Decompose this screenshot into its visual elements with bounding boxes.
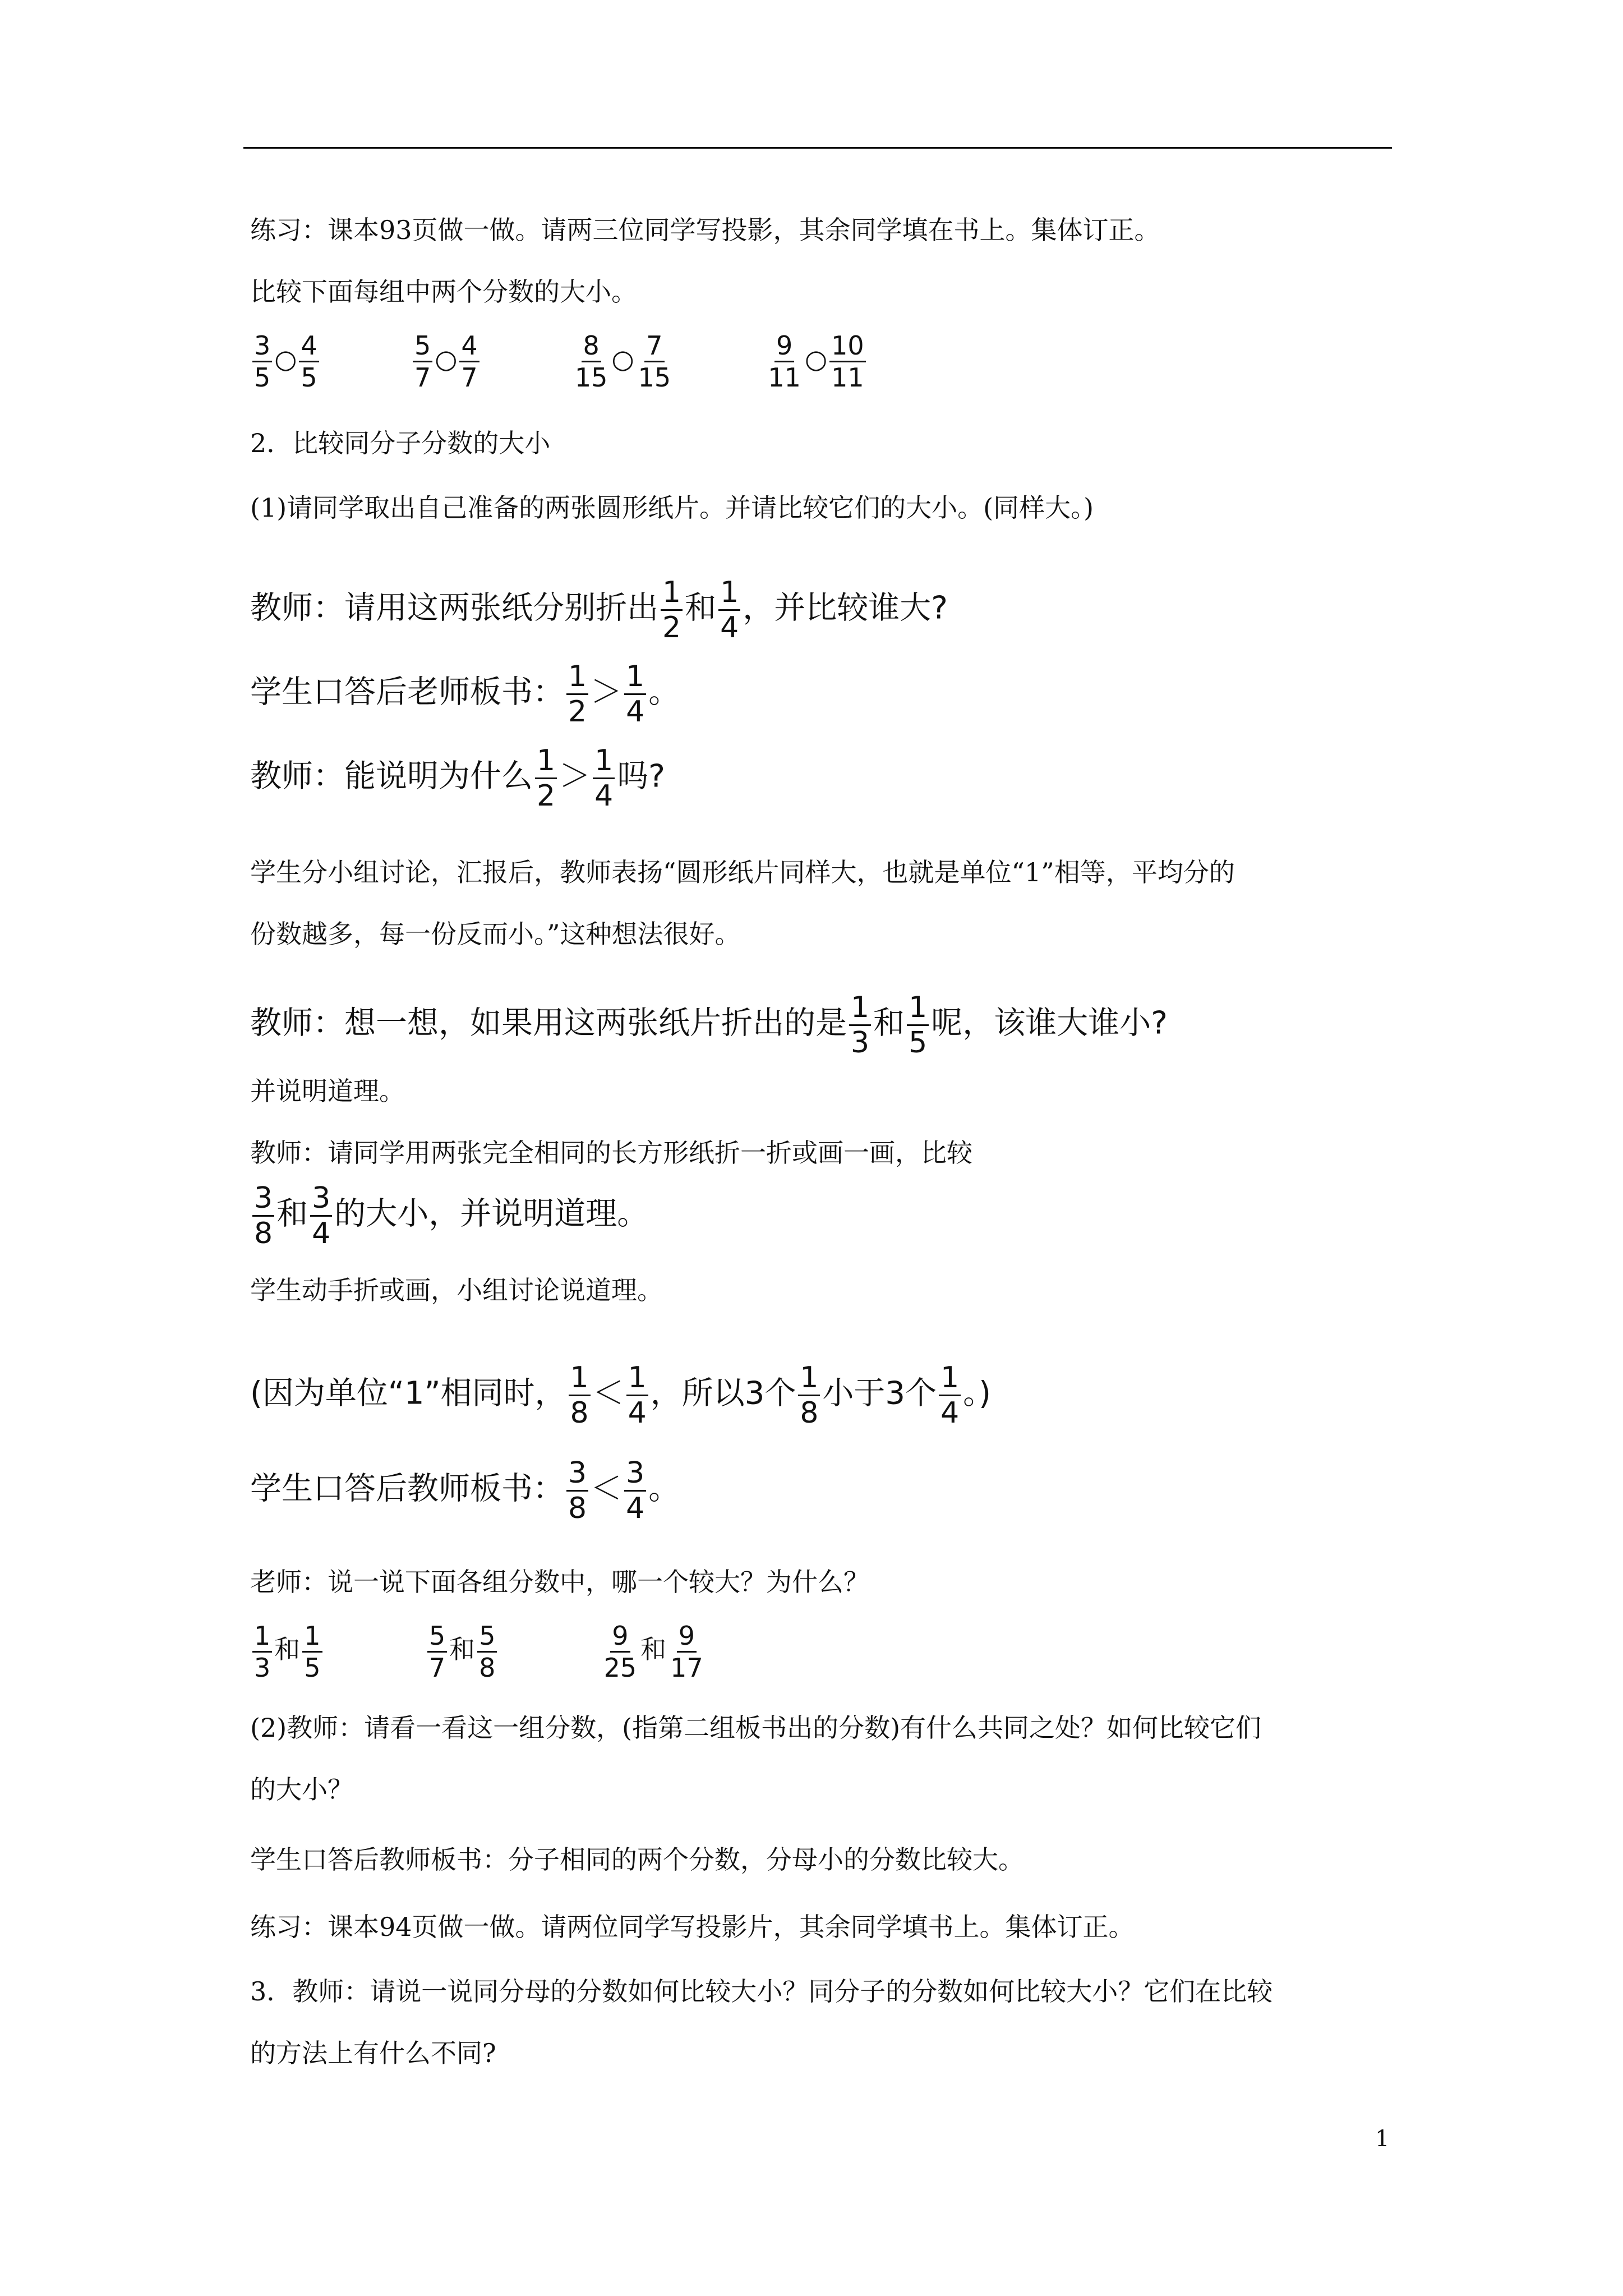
fraction: $\frac{3}{5}$ (252, 333, 272, 390)
comparison-circle: ○ (804, 344, 828, 374)
fraction: $\frac{1}{3}$ (849, 993, 871, 1057)
fraction: $\frac{1}{5}$ (907, 993, 929, 1057)
paragraph: 老师：说一说下面各组分数中，哪一个较大？为什么？ (250, 1567, 869, 1597)
fraction: $\frac{1}{2}$ (535, 746, 557, 811)
page-number: 1 (1375, 2126, 1390, 2152)
fraction: $\frac{3}{4}$ (624, 1458, 646, 1523)
paragraph: 份数越多，每一份反而小。”这种想法很好。 (250, 919, 741, 949)
section-heading: 2．比较同分子分数的大小 (250, 428, 551, 458)
student-line: 学生口答后教师板书： $\frac{3}{8}$ ＜ $\frac{3}{4}$ 。 (250, 1456, 680, 1525)
fraction: $\frac{1}{4}$ (593, 746, 615, 811)
fraction: $\frac{3}{4}$ (310, 1184, 332, 1248)
paragraph: 的大小？ (250, 1774, 353, 1805)
comparison-row-same-numerator: $\frac{1}{3}$ 和 $\frac{1}{5}$ $\frac{5}{7}$ 和 $\frac{5}{8}$ $\frac{9}{25}$ 和 $\frac{9}{17}$ (250, 1616, 707, 1683)
fraction: $\frac{7}{15}$ (638, 330, 671, 393)
fraction: $\frac{1}{8}$ (798, 1363, 820, 1428)
fraction: $\frac{3}{8}$ (252, 1184, 274, 1248)
fraction: $\frac{4}{5}$ (299, 333, 319, 390)
explanation-line: (因为单位“1”相同时， $\frac{1}{8}$ ＜ $\frac{1}{4}$ ，所以3个 $\frac{1}{8}$ 小于3个 $\frac{1}{4}$ 。) (250, 1361, 992, 1430)
paragraph: 学生动手折或画，小组讨论说道理。 (250, 1275, 663, 1305)
fraction: $\frac{1}{8}$ (569, 1363, 591, 1428)
paragraph: 并说明道理。 (250, 1076, 405, 1106)
paragraph: 学生分小组讨论，汇报后，教师表扬“圆形纸片同样大，也就是单位“1”相等，平均分的 (250, 857, 1235, 887)
paragraph: 学生口答后教师板书：分子相同的两个分数，分母小的分数比较大。 (250, 1844, 1024, 1875)
fraction: $\frac{9}{17}$ (670, 1620, 703, 1683)
fraction: $\frac{10}{11}$ (829, 333, 866, 390)
compare-line: $\frac{3}{8}$ 和 $\frac{3}{4}$ 的大小，并说明道理。 (250, 1184, 648, 1248)
fraction: $\frac{5}{8}$ (477, 1623, 497, 1681)
paragraph: (2)教师：请看一看这一组分数，(指第二组板书出的分数)有什么共同之处？如何比较它们 (250, 1713, 1262, 1743)
paragraph: 练习：课本94页做一做。请两位同学写投影片，其余同学填书上。集体订正。 (250, 1912, 1135, 1942)
fraction: $\frac{1}{2}$ (661, 578, 683, 642)
comparison-circle: ○ (274, 344, 297, 374)
fraction: $\frac{1}{4}$ (718, 578, 740, 642)
comparison-circle: ○ (435, 344, 458, 374)
paragraph: 3．教师：请说一说同分母的分数如何比较大小？同分子的分数如何比较大小？它们在比较 (250, 1976, 1273, 2007)
paragraph: 比较下面每组中两个分数的大小。 (250, 277, 637, 307)
comparison-circle: ○ (611, 344, 634, 374)
fraction: $\frac{1}{4}$ (939, 1363, 961, 1428)
paragraph: 的方法上有什么不同? (250, 2038, 496, 2068)
fraction: $\frac{5}{7}$ (413, 333, 432, 390)
teacher-line: 教师：请用这两张纸分别折出 $\frac{1}{2}$ 和 $\frac{1}{4}$ ，并比较谁大? (250, 576, 948, 645)
fraction: $\frac{1}{4}$ (626, 1363, 648, 1428)
fraction: $\frac{5}{7}$ (427, 1623, 447, 1681)
fraction: $\frac{1}{4}$ (624, 662, 646, 726)
paragraph: (1)请同学取出自己准备的两张圆形纸片。并请比较它们的大小。(同样大。) (250, 493, 1094, 523)
paragraph: 练习：课本93页做一做。请两三位同学写投影，其余同学填在书上。集体订正。 (250, 215, 1160, 245)
fraction: $\frac{9}{25}$ (603, 1620, 637, 1683)
fraction: $\frac{9}{11}$ (768, 330, 801, 393)
comparison-row-same-denominator (250, 325, 868, 393)
fraction: $\frac{1}{2}$ (566, 662, 588, 726)
fraction: $\frac{4}{7}$ (459, 333, 479, 390)
student-line: 学生口答后老师板书： $\frac{1}{2}$ ＞ $\frac{1}{4}$ 。 (250, 660, 680, 729)
fraction: $\frac{1}{3}$ (252, 1623, 272, 1681)
fraction: $\frac{1}{5}$ (302, 1623, 322, 1681)
paragraph: 教师：请同学用两张完全相同的长方形纸折一折或画一画，比较 (250, 1138, 972, 1168)
fraction: $\frac{8}{15}$ (574, 330, 608, 393)
header-rule (243, 147, 1392, 149)
teacher-line: 教师：能说明为什么 $\frac{1}{2}$ ＞ $\frac{1}{4}$ 吗? (250, 744, 665, 813)
fraction: $\frac{3}{8}$ (566, 1458, 588, 1523)
teacher-line: 教师：想一想，如果用这两张纸片折出的是 $\frac{1}{3}$ 和 $\frac{1}{5}$ 呢，该谁大谁小? (250, 991, 1168, 1060)
